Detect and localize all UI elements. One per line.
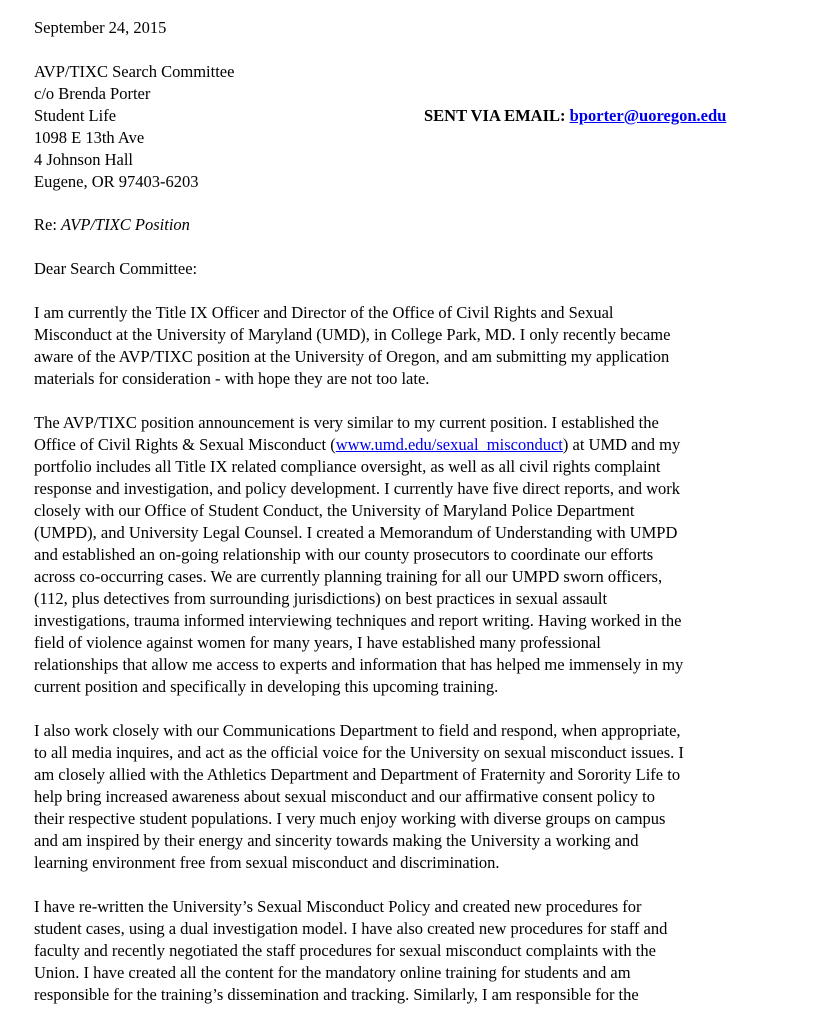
- paragraph-line: [34, 434, 680, 456]
- paragraph-line: Union. I have created all the content for the mandatory online training for students and am: [34, 963, 631, 982]
- paragraph-line: am closely allied with the Athletics Department and Department of Fraternity and Sorority Life to: [34, 765, 681, 784]
- paragraph-line: learning environment free from sexual misconduct and discrimination.: [34, 853, 500, 872]
- paragraph-line: (112, plus detectives from surrounding jurisdictions) on best practices in sexual assault: [34, 589, 608, 608]
- address-line: 4 Johnson Hall: [34, 150, 133, 169]
- paragraph-line: help bring increased awareness about sexual misconduct and our affirmative consent policy to: [34, 787, 655, 806]
- sent-via-label: SENT VIA EMAIL:: [424, 106, 570, 125]
- paragraph-line: I also work closely with our Communications Department to field and respond, when appropriate,: [34, 721, 681, 740]
- paragraph-line: to all media inquires, and act as the official voice for the University on sexual misconduct issues. I: [34, 743, 684, 762]
- paragraph-line: (UMPD), and University Legal Counsel. I created a Memorandum of Understanding with UMPD: [34, 523, 678, 542]
- paragraph-line: The AVP/TIXC position announcement is very similar to my current position. I established the: [34, 413, 659, 432]
- paragraph-line: aware of the AVP/TIXC position at the University of Oregon, and am submitting my application: [34, 347, 670, 366]
- email-link[interactable]: bporter@uoregon.edu: [569, 106, 727, 125]
- sent-via-email: [424, 105, 726, 127]
- salutation: Dear Search Committee:: [34, 259, 198, 278]
- paragraph-line: current position and specifically in developing this upcoming training.: [34, 677, 499, 696]
- paragraph-line: faculty and recently negotiated the staff procedures for sexual misconduct complaints with the: [34, 941, 656, 960]
- paragraph-line: closely with our Office of Student Conduct, the University of Maryland Police Department: [34, 501, 635, 520]
- paragraph-line: response and investigation, and policy development. I currently have five direct reports, and work: [34, 479, 681, 498]
- paragraph-line: field of violence against women for many years, I have established many professional: [34, 633, 601, 652]
- paragraph-line: and am inspired by their energy and sincerity towards making the University a working and: [34, 831, 639, 850]
- address-line: c/o Brenda Porter: [34, 84, 151, 103]
- paragraph-line: across co-occurring cases. We are currently planning training for all our UMPD sworn officers,: [34, 567, 663, 586]
- paragraph-text: ) at UMD and my: [562, 435, 681, 454]
- letter-date: September 24, 2015: [34, 18, 167, 37]
- paragraph-line: relationships that allow me access to experts and information that has helped me immensely in my: [34, 655, 684, 674]
- re-prefix: Re:: [34, 215, 62, 234]
- sexual-misconduct-link[interactable]: www.umd.edu/sexual_misconduct: [335, 435, 563, 454]
- paragraph-line: I have re-written the University’s Sexual Misconduct Policy and created new procedures for: [34, 897, 642, 916]
- paragraph-line: responsible for the training’s dissemination and tracking. Similarly, I am responsible for the: [34, 985, 639, 1004]
- address-line: Student Life: [34, 106, 117, 125]
- paragraph-line: materials for consideration - with hope they are not too late.: [34, 369, 430, 388]
- paragraph-line: student cases, using a dual investigation model. I have also created new procedures for staff and: [34, 919, 668, 938]
- paragraph-line: their respective student populations. I very much enjoy working with diverse groups on campus: [34, 809, 666, 828]
- re-line: [34, 214, 190, 236]
- paragraph-line: investigations, trauma informed interviewing techniques and report writing. Having worked in the: [34, 611, 682, 630]
- paragraph-line: portfolio includes all Title IX related compliance oversight, as well as all civil rights complaint: [34, 457, 661, 476]
- paragraph-line: Misconduct at the University of Maryland (UMD), in College Park, MD. I only recently became: [34, 325, 671, 344]
- address-line: Eugene, OR 97403-6203: [34, 172, 199, 191]
- address-line: 1098 E 13th Ave: [34, 128, 145, 147]
- re-subject: AVP/TIXC Position: [61, 215, 190, 234]
- address-line: AVP/TIXC Search Committee: [34, 62, 235, 81]
- paragraph-line: I am currently the Title IX Officer and Director of the Office of Civil Rights and Sexual: [34, 303, 614, 322]
- paragraph-text: Office of Civil Rights & Sexual Misconduct (: [34, 435, 336, 454]
- paragraph-line: and established an on-going relationship with our county prosecutors to coordinate our efforts: [34, 545, 654, 564]
